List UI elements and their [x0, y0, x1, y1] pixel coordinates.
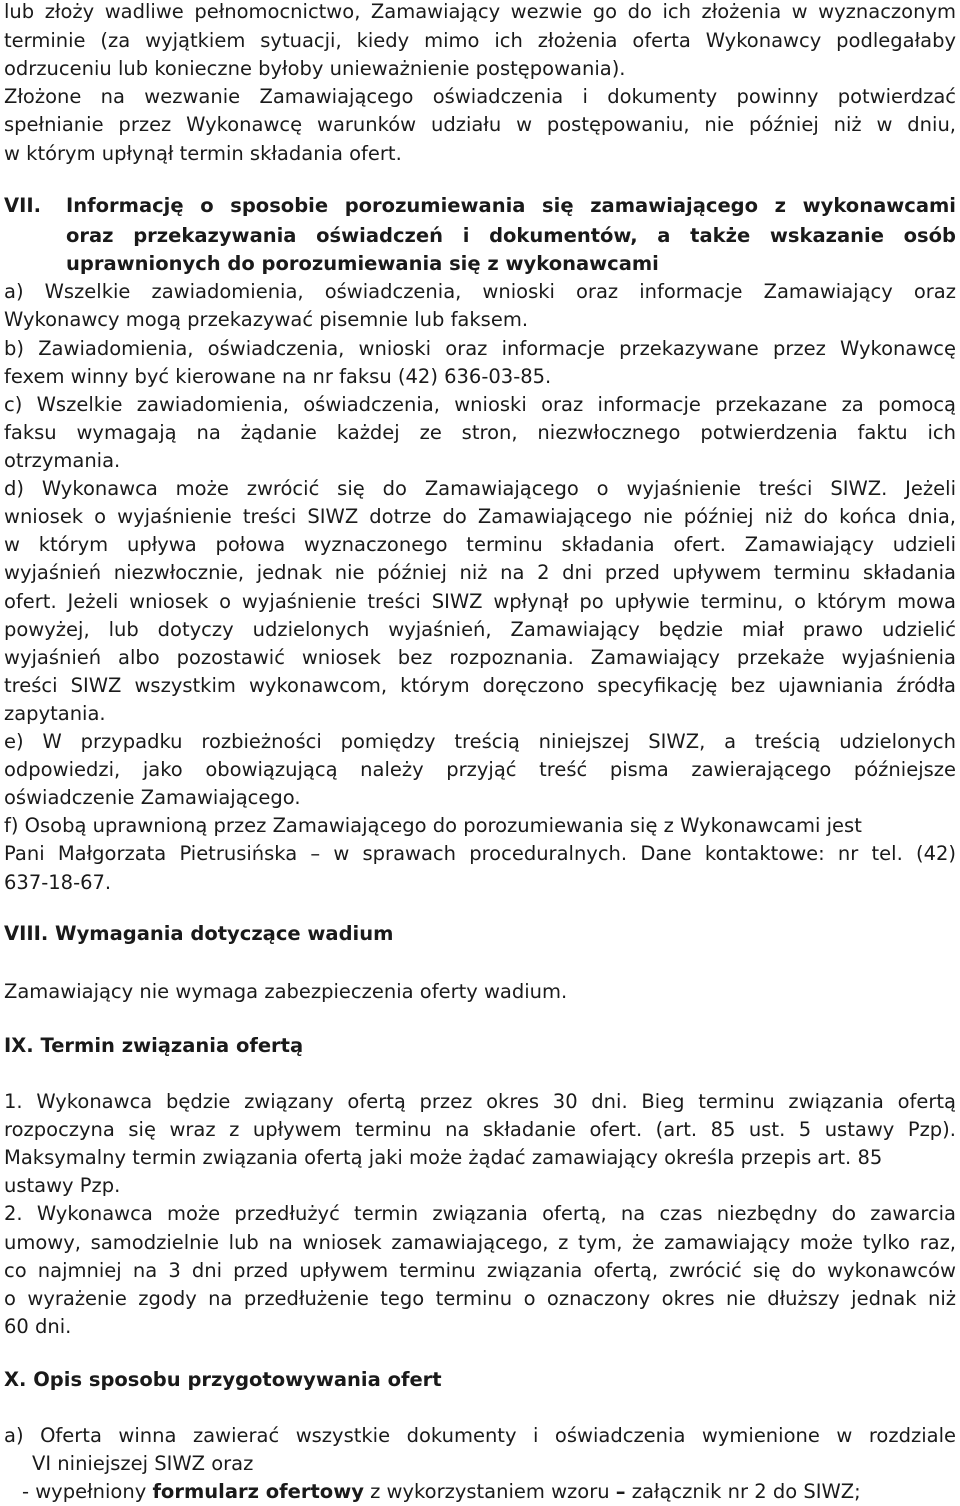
paragraph-line: terminie (za wyjątkiem sytuacji, kiedy mimo ich złożenia oferta Wykonawcy podlegałaby [4, 29, 956, 52]
list-item-f: f) Osobą uprawnioną przez Zamawiającego do porozumiewania się z Wykonawcami jest [4, 814, 862, 837]
list-item-d: wniosek o wyjaśnienie treści SIWZ dotrze do Zamawiającego nie później niż do końca dnia, [4, 505, 956, 528]
list-subitem [22, 1478, 956, 1506]
subitem-bold-text: formularz ofertowy [152, 1480, 364, 1503]
list-item-b: b) Zawiadomienia, oświadczenia, wnioski oraz informacje przekazywane przez Wykonawcę [4, 337, 956, 360]
section-heading-vii: oraz przekazywania oświadczeń i dokumentów, a także wskazanie osób [66, 224, 956, 247]
list-item-d: w którym upływa połowa wyznaczonego terminu składania ofert. Zamawiający udzieli [4, 533, 956, 556]
section-heading-vii: Informację o sposobie porozumiewania się zamawiającego z wykonawcami [66, 194, 956, 217]
list-item-d: wyjaśnień albo pozostawić wniosek bez rozpoznania. Zamawiający przekaże wyjaśnienia [4, 646, 956, 669]
paragraph-line: lub złoży wadliwe pełnomocnictwo, Zamawiający wezwie go do ich złożenia w wyznaczonym [4, 0, 956, 23]
list-item-d: d) Wykonawca może zwrócić się do Zamawiającego o wyjaśnienie treści SIWZ. Jeżeli [4, 477, 956, 500]
list-item-d: ofert. Jeżeli wniosek o wyjaśnienie treści SIWZ wpłynął po upływie terminu, o którym mowa [4, 590, 956, 613]
list-item-c: otrzymania. [4, 449, 121, 472]
list-item-a: VI niniejszej SIWZ oraz [32, 1452, 254, 1475]
list-item-e: odpowiedzi, jako obowiązującą należy przyjąć treść pisma zawierającego późniejsze [4, 758, 956, 781]
list-item-a: a) Oferta winna zawierać wszystkie dokumenty i oświadczenia wymienione w rozdziale [4, 1424, 956, 1447]
paragraph-line: Złożone na wezwanie Zamawiającego oświadczenia i dokumenty powinny potwierdzać [4, 85, 956, 108]
list-item-a: a) Wszelkie zawiadomienia, oświadczenia, wnioski oraz informacje Zamawiający oraz [4, 280, 956, 303]
section-number-vii: VII. [4, 194, 42, 217]
list-item-b: fexem winny być kierowane na nr faksu (42) 636-03-85. [4, 365, 552, 388]
section-heading-vii: uprawnionych do porozumiewania się z wykonawcami [66, 252, 659, 275]
list-item-d: zapytania. [4, 702, 106, 725]
list-item-e: e) W przypadku rozbieżności pomiędzy treścią niniejszej SIWZ, a treścią udzielonych [4, 730, 956, 753]
subitem-text: - wypełniony [22, 1480, 153, 1503]
subitem-text: załącznik nr 2 [625, 1480, 767, 1503]
paragraph-line: odrzuceniu lub konieczne byłoby unieważnienie postępowania). [4, 57, 626, 80]
subitem-text: z wykorzystaniem wzoru [363, 1480, 616, 1503]
paragraph-line: Zamawiający nie wymaga zabezpieczenia oferty wadium. [4, 980, 568, 1003]
section-heading-x: X. Opis sposobu przygotowywania ofert [4, 1368, 442, 1391]
list-item-1: 1. Wykonawca będzie związany ofertą przez okres 30 dni. Bieg terminu związania ofertą [4, 1090, 956, 1113]
section-heading-viii: VIII. Wymagania dotyczące wadium [4, 922, 394, 945]
list-item-2: o wyrażenie zgody na przedłużenie tego terminu o oznaczony okres nie dłuższy jednak niż [4, 1287, 956, 1310]
subitem-text: do SIWZ; [766, 1480, 861, 1503]
list-item-d: treści SIWZ wszystkim wykonawcom, którym doręczono specyfikację bez ujawniania źródła [4, 674, 956, 697]
list-item-2: 60 dni. [4, 1315, 72, 1338]
paragraph-line: w którym upłynął termin składania ofert. [4, 142, 402, 165]
list-item-1: ustawy Pzp. [4, 1174, 121, 1197]
paragraph-line: spełnianie przez Wykonawcę warunków udziału w postępowaniu, nie później niż w dniu, [4, 113, 956, 136]
list-item-2: co najmniej na 3 dni przed upływem terminu związania ofertą, zwrócić się do wykonawców [4, 1259, 956, 1282]
list-item-c: c) Wszelkie zawiadomienia, oświadczenia, wnioski oraz informacje przekazane za pomocą [4, 393, 956, 416]
list-item-2: 2. Wykonawca może przedłużyć termin związania ofertą, na czas niezbędny do zawarcia [4, 1202, 956, 1225]
section-heading-ix: IX. Termin związania ofertą [4, 1034, 304, 1057]
list-item-f: 637-18-67. [4, 871, 112, 894]
subitem-dash: – [615, 1480, 626, 1503]
list-item-f: Pani Małgorzata Pietrusińska – w sprawach proceduralnych. Dane kontaktowe: nr tel. (42) [4, 842, 956, 865]
list-item-c: faksu wymagają na żądanie każdej ze stron, niezwłocznego potwierdzenia faktu ich [4, 421, 956, 444]
list-item-1: rozpoczyna się wraz z upływem terminu na składanie ofert. (art. 85 ust. 5 ustawy Pzp). [4, 1118, 956, 1141]
list-item-e: oświadczenie Zamawiającego. [4, 786, 301, 809]
list-item-2: umowy, samodzielnie lub na wniosek zamawiającego, z tym, że zamawiający może tylko raz, [4, 1231, 956, 1254]
list-item-1: Maksymalny termin związania ofertą jaki może żądać zamawiający określa przepis art. 85 [4, 1146, 883, 1169]
list-item-a: Wykonawcy mogą przekazywać pisemnie lub faksem. [4, 308, 529, 331]
list-item-d: powyżej, lub dotyczy udzielonych wyjaśnień, Zamawiający będzie miał prawo udzielić [4, 618, 956, 641]
list-item-d: wyjaśnień niezwłocznie, jednak nie później niż na 2 dni przed upływem terminu składania [4, 561, 956, 584]
